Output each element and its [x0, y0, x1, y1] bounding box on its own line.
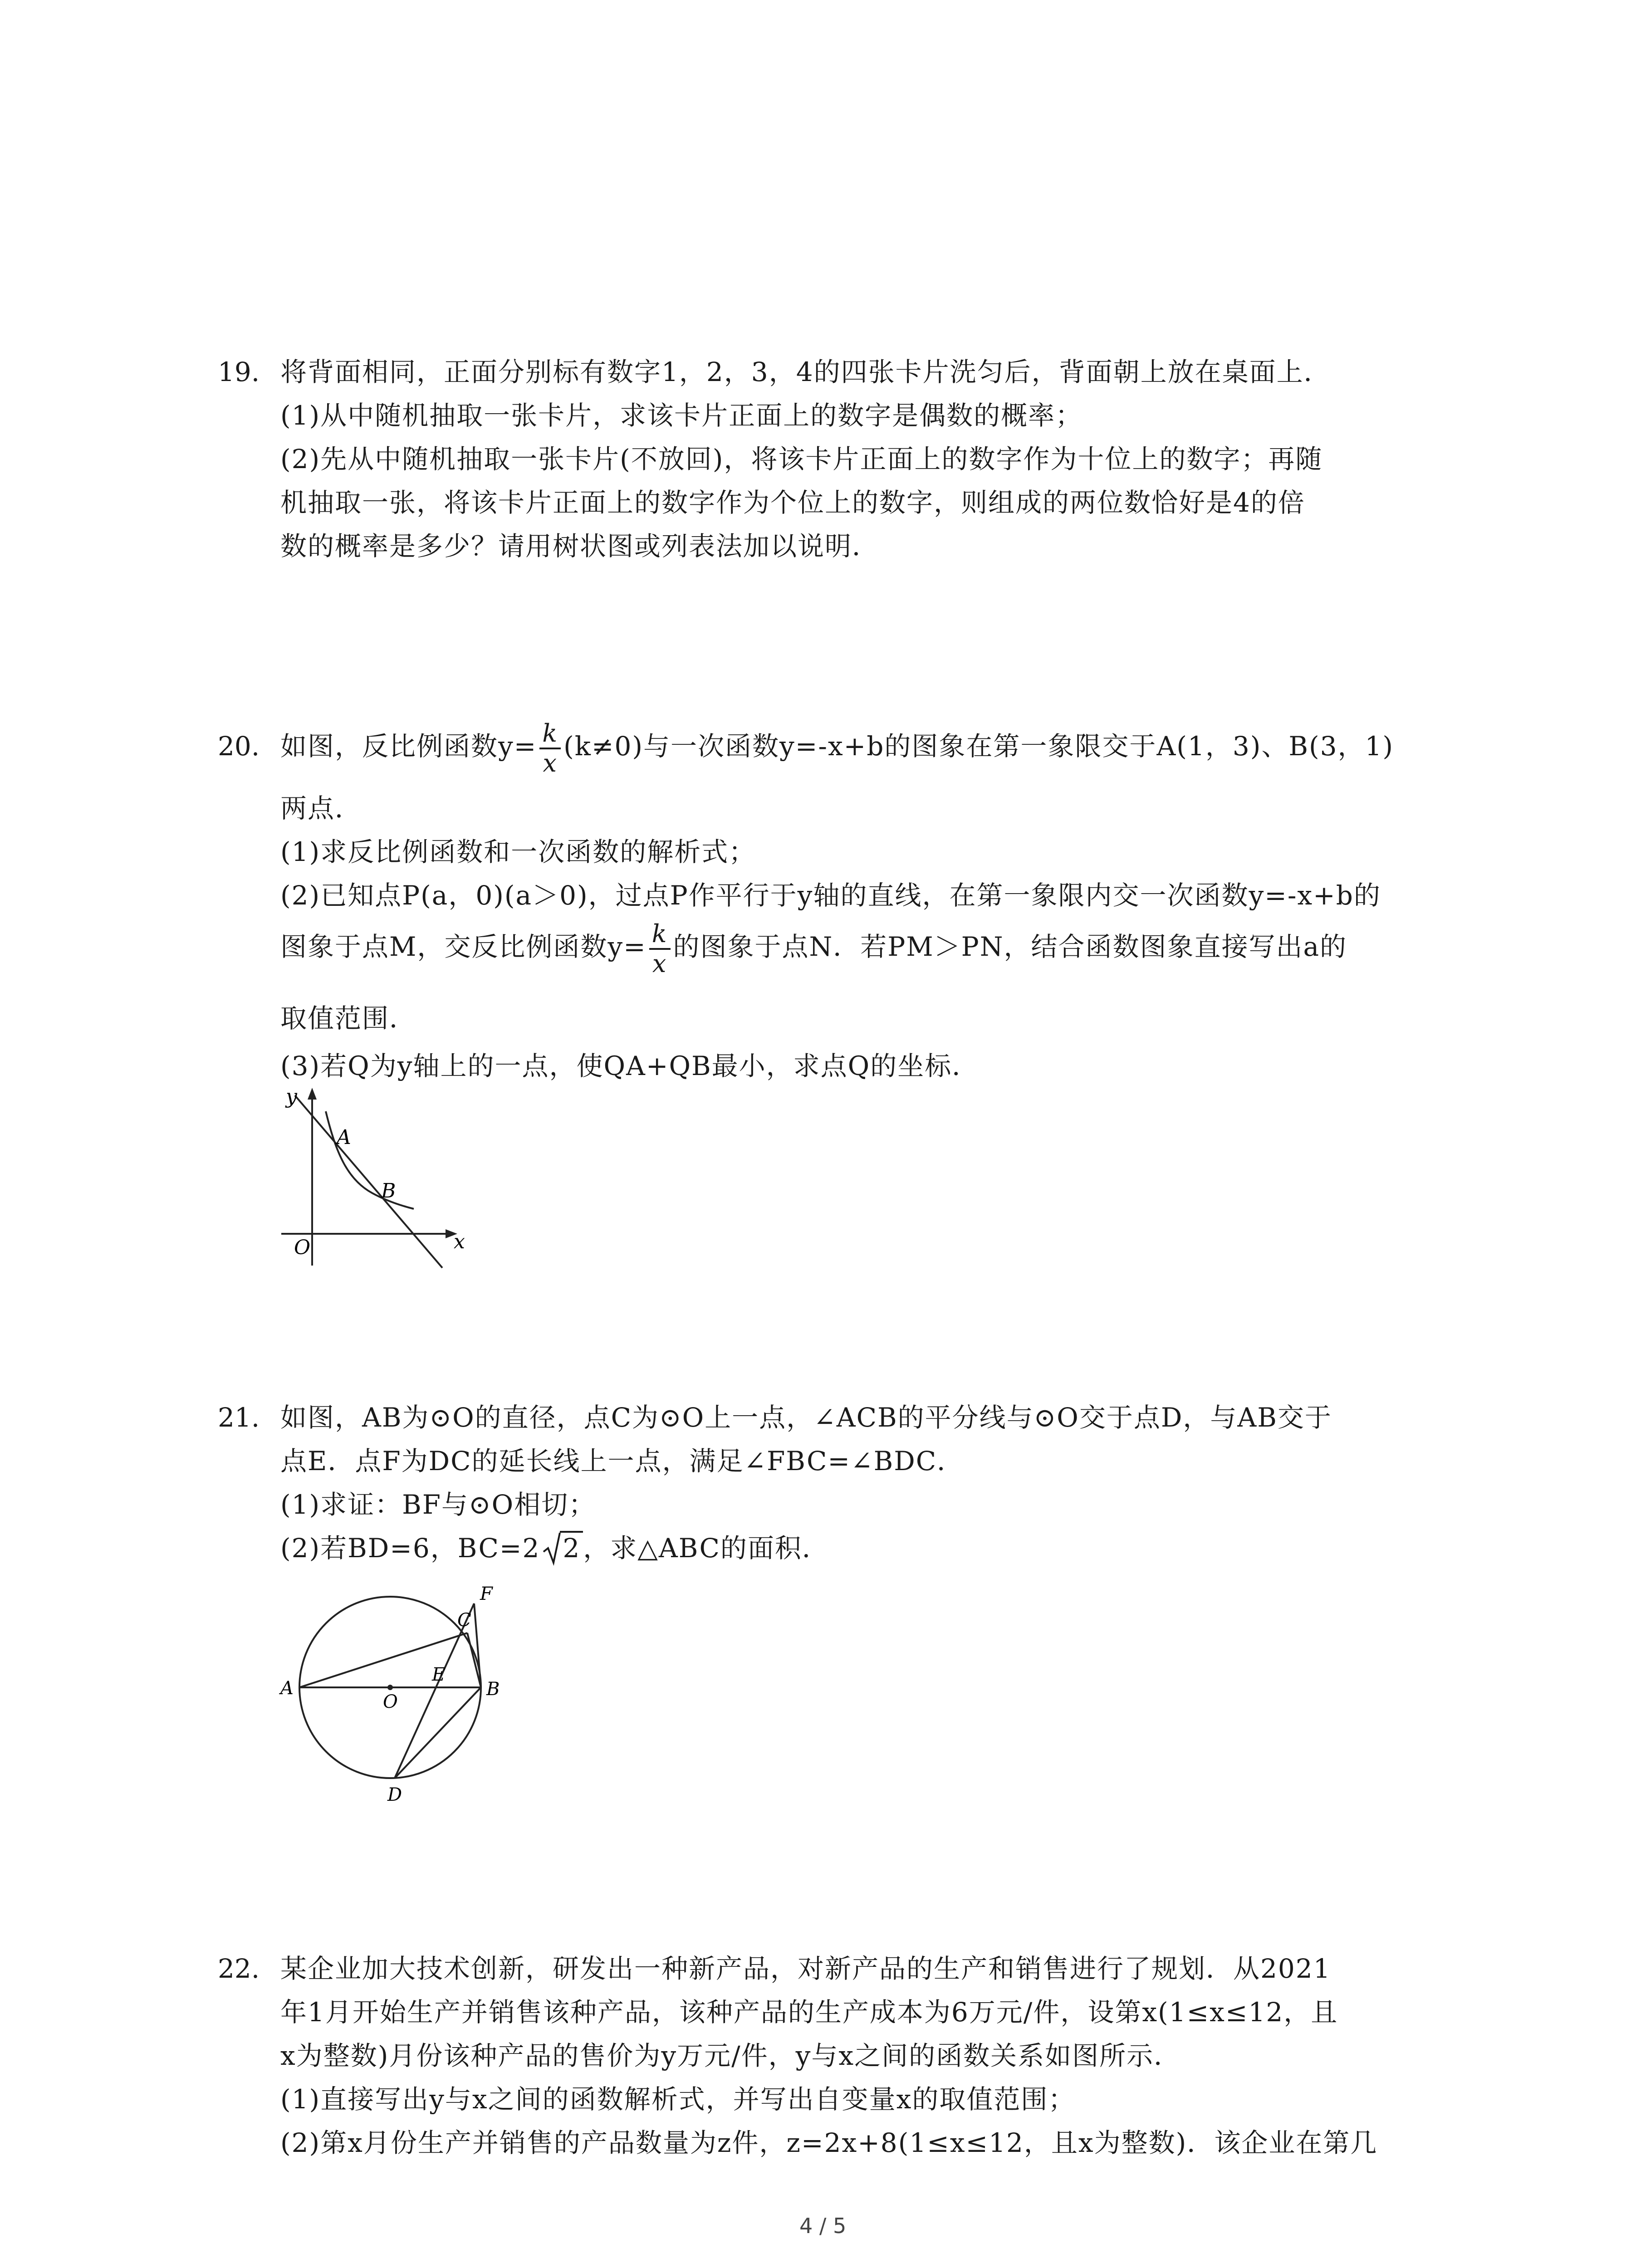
question-text: [280, 710, 1394, 782]
question-text: 两点．: [280, 793, 362, 824]
text-segment: (k≠0)与一次函数y=-x+b的图象在第一象限交于A(1，3)、B(3，1): [563, 731, 1394, 762]
question-text: (3)若Q为y轴上的一点，使QA+QB最小，求点Q的坐标．: [280, 1051, 980, 1081]
point-label-c: C: [457, 1610, 471, 1631]
question-text: (2)第x月份生产并销售的产品数量为z件，z=2x+8(1≤x≤12，且x为整数)．该企业在第几: [280, 2127, 1378, 2158]
question-text: 点E．点F为DC的延长线上一点，满足∠FBC=∠BDC．: [280, 1446, 965, 1476]
point-label-a: A: [337, 1126, 351, 1149]
sqrt-radicand: 2: [560, 1531, 583, 1564]
axis-label-x: x: [454, 1230, 465, 1253]
question-number: 21.: [218, 1402, 260, 1433]
point-label-d: D: [387, 1784, 402, 1805]
text-segment: 的图象于点N．若PM＞PN，结合函数图象直接写出a的: [673, 931, 1347, 962]
point-label-e: E: [432, 1664, 446, 1685]
sqrt-symbol: [543, 1530, 583, 1566]
point-label-b: B: [381, 1179, 396, 1202]
question-number: 22.: [218, 1953, 260, 1984]
fraction-k-over-x: [649, 920, 671, 978]
question-text: 取值范围．: [280, 1003, 417, 1034]
question-text: 年1月开始生产并销售该种产品，该种产品的生产成本为6万元/件，设第x(1≤x≤12，且: [280, 1997, 1338, 2028]
text-segment: ，求△ABC的面积．: [583, 1533, 829, 1564]
point-label-f: F: [480, 1584, 493, 1604]
fraction-numerator: k: [539, 719, 561, 749]
question-number: 20.: [218, 731, 260, 762]
fraction-k-over-x: [539, 719, 561, 777]
question-text: 如图，AB为⊙O的直径，点C为⊙O上一点，∠ACB的平分线与⊙O交于点D，与AB交于: [280, 1402, 1332, 1433]
page-number: 4 / 5: [799, 2214, 847, 2238]
text-segment: 图象于点M，交反比例函数y=: [280, 931, 647, 962]
question-text: 数的概率是多少？请用树状图或列表法加以说明．: [280, 531, 880, 562]
radical-sign-icon: [543, 1530, 561, 1566]
question-text: x为整数)月份该种产品的售价为y万元/件，y与x之间的函数关系如图所示．: [280, 2040, 1181, 2071]
fraction-numerator: k: [649, 920, 671, 950]
question-text: (1)求证：BF与⊙O相切；: [280, 1489, 596, 1520]
question-text: [280, 1530, 829, 1566]
question-number: 19.: [218, 357, 260, 387]
circle-geometry-figure: [272, 1572, 526, 1812]
question-text: (2)已知点P(a，0)(a＞0)，过点P作平行于y轴的直线，在第一象限内交一次函数y=-x+b的: [280, 880, 1381, 911]
question-text: 某企业加大技术创新，研发出一种新产品，对新产品的生产和销售进行了规划．从2021: [280, 1953, 1331, 1984]
fraction-denominator: x: [543, 748, 558, 777]
point-label-o: O: [383, 1691, 398, 1712]
function-graph-figure: [272, 1084, 467, 1275]
linear-function-line: [295, 1095, 442, 1268]
question-text: (1)直接写出y与x之间的函数解析式，并写出自变量x的取值范围；: [280, 2084, 1076, 2115]
origin-label: O: [294, 1236, 311, 1259]
center-point: [387, 1685, 393, 1690]
question-text: 将背面相同，正面分别标有数字1，2，3，4的四张卡片洗匀后，背面朝上放在桌面上．: [280, 357, 1331, 387]
question-text: (1)求反比例函数和一次函数的解析式；: [280, 836, 756, 867]
question-text: (2)先从中随机抽取一张卡片(不放回)，将该卡片正面上的数字作为十位上的数字；再随: [280, 444, 1323, 474]
text-segment: (2)若BD=6，BC=2: [280, 1533, 540, 1564]
y-axis-arrow: [308, 1088, 317, 1100]
fraction-denominator: x: [652, 949, 667, 978]
question-text: [280, 910, 1347, 983]
axis-label-y: y: [286, 1085, 297, 1108]
question-text: 机抽取一张，将该卡片正面上的数字作为个位上的数字，则组成的两位数恰好是4的倍: [280, 487, 1305, 518]
point-label-b: B: [486, 1679, 500, 1700]
point-label-a: A: [280, 1678, 294, 1699]
question-text: (1)从中随机抽取一张卡片，求该卡片正面上的数字是偶数的概率；: [280, 400, 1083, 431]
text-segment: 如图，反比例函数y=: [280, 731, 537, 762]
